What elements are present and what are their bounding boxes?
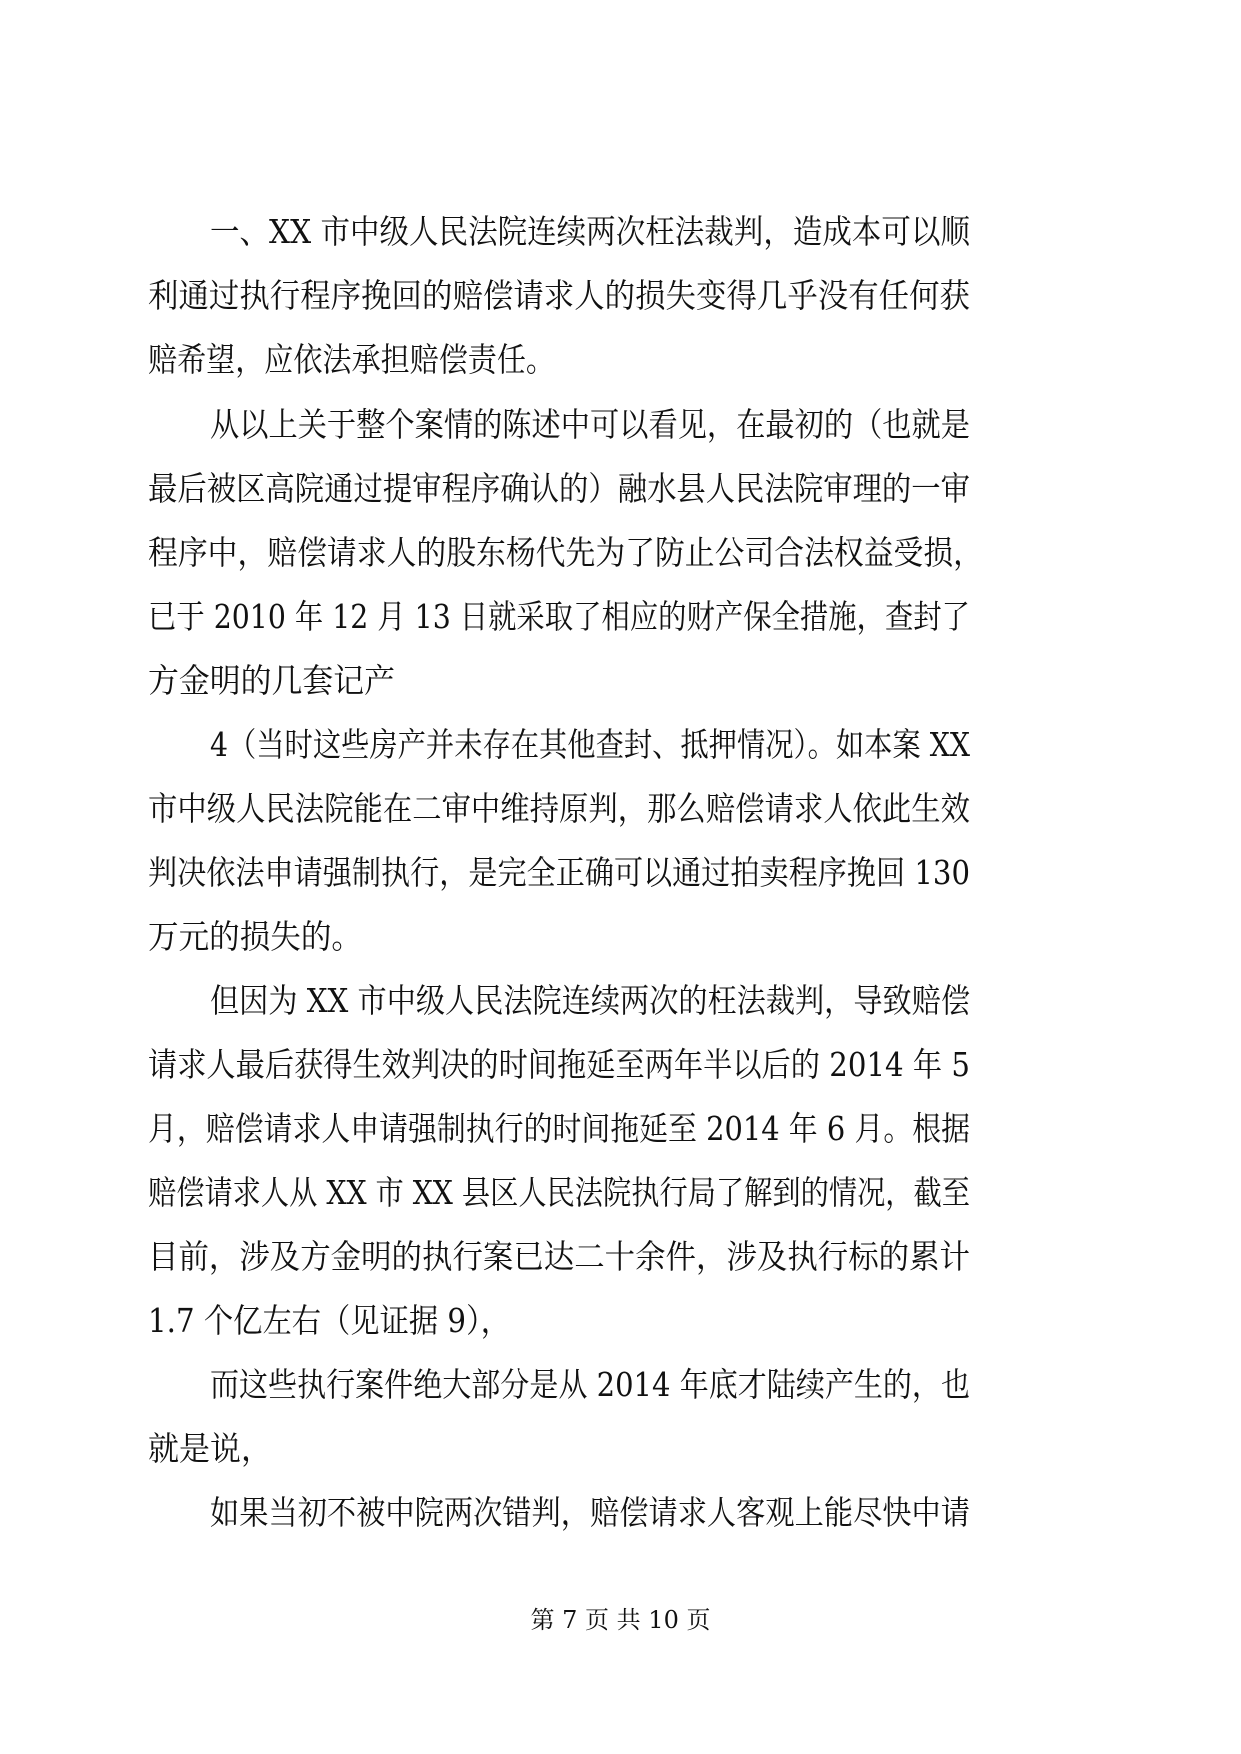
text-line-8: 方金明的几套记产 — [148, 661, 395, 700]
text-line-12: 万元的损失的。 — [148, 917, 362, 956]
text-line-2: 利通过执行程序挽回的赔偿请求人的损失变得几乎没有任何获 — [148, 276, 970, 315]
text-line-18: 1.7 个亿左右（见证据 9）， — [148, 1301, 510, 1340]
text-line-19: 而这些执行案件绝大部分是从 2014 年底才陆续产生的，也 — [210, 1365, 970, 1404]
text-line-6: 程序中，赔偿请求人的股东杨代先为了防止公司合法权益受损， — [148, 533, 983, 572]
text-line-14: 请求人最后获得生效判决的时间拖延至两年半以后的 2014 年 5 — [148, 1045, 970, 1084]
text-line-20: 就是说， — [148, 1429, 272, 1468]
text-line-3: 赔希望，应依法承担赔偿责任。 — [148, 340, 555, 379]
text-line-21: 如果当初不被中院两次错判，赔偿请求人客观上能尽快中请 — [210, 1493, 970, 1532]
text-line-5: 最后被区高院通过提审程序确认的）融水县人民法院审理的一审 — [148, 469, 970, 508]
text-line-11: 判决依法申请强制执行，是完全正确可以通过拍卖程序挽回 130 — [148, 853, 970, 892]
text-line-13: 但因为 XX 市中级人民法院连续两次的枉法裁判，导致赔偿 — [210, 981, 970, 1020]
text-line-10: 市中级人民法院能在二审中维持原判，那么赔偿请求人依此生效 — [148, 789, 970, 828]
text-line-7: 已于 2010 年 12 月 13 日就采取了相应的财产保全措施，查封了 — [148, 597, 970, 636]
page-footer: 第 7 页 共 10 页 — [530, 1606, 711, 1634]
text-line-4: 从以上关于整个案情的陈述中可以看见，在最初的（也就是 — [210, 405, 970, 444]
text-line-1: 一、XX 市中级人民法院连续两次枉法裁判，造成本可以顺 — [210, 212, 970, 251]
text-line-15: 月，赔偿请求人申请强制执行的时间拖延至 2014 年 6 月。根据 — [148, 1109, 970, 1148]
text-line-16: 赔偿请求人从 XX 市 XX 县区人民法院执行局了解到的情况，截至 — [148, 1173, 970, 1212]
text-line-9: 4（当时这些房产并未存在其他查封、抵押情况）。如本案 XX — [210, 725, 970, 764]
text-line-17: 目前，涉及方金明的执行案已达二十余件，涉及执行标的累计 — [148, 1237, 970, 1276]
